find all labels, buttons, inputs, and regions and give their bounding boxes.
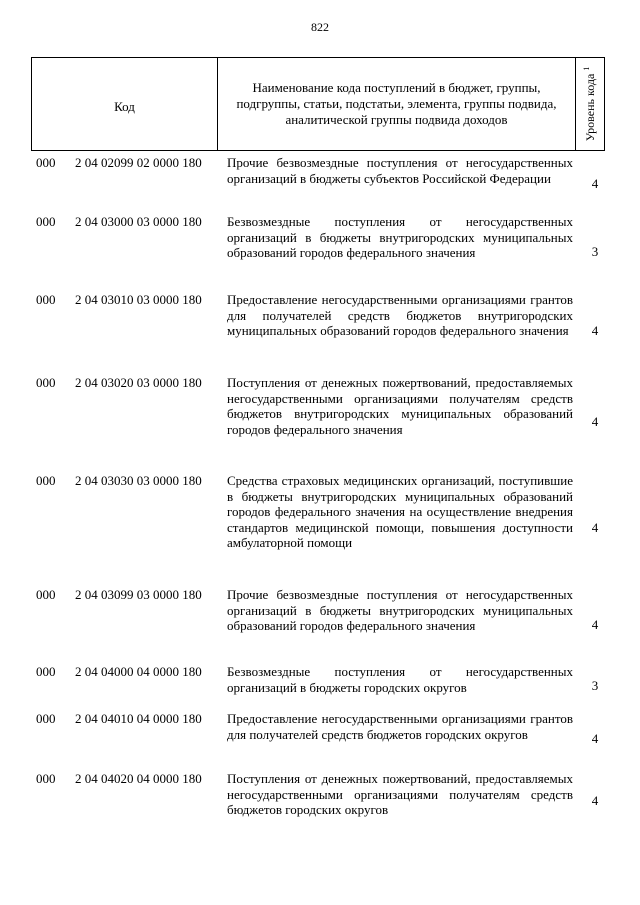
row-name: Предоставление негосударственными организациями грантов для получателей средств бюджетов городских округов — [227, 711, 573, 742]
row-prefix: 000 — [36, 292, 56, 307]
row-name: Поступления от денежных пожертвований, предоставляемых негосударственными организациями получателям средств бюджетов городских округов — [227, 771, 573, 817]
row-level: 3 — [591, 244, 599, 259]
row-code: 2 04 04010 04 0000 180 — [75, 711, 202, 726]
row-prefix: 000 — [36, 375, 56, 390]
row-level: 4 — [591, 520, 599, 535]
row-name: Поступления от денежных пожертвований, предоставляемых негосударственными организациями получателям средств бюджетов внутригородских муниципальных образований городов федерального значения — [227, 375, 573, 437]
page-number: 822 — [311, 20, 329, 34]
row-code: 2 04 03099 03 0000 180 — [75, 587, 202, 602]
row-level: 4 — [591, 731, 599, 746]
row-prefix: 000 — [36, 664, 56, 679]
row-level: 4 — [591, 793, 599, 808]
row-prefix: 000 — [36, 473, 56, 488]
row-level: 4 — [591, 176, 599, 191]
row-name: Прочие безвозмездные поступления от негосударственных организаций в бюджеты внутригородских муниципальных образований городов федерального значения — [227, 587, 573, 633]
row-code: 2 04 04020 04 0000 180 — [75, 771, 202, 786]
row-code: 2 04 03020 03 0000 180 — [75, 375, 202, 390]
header-level — [576, 58, 604, 150]
row-prefix: 000 — [36, 711, 56, 726]
row-name: Прочие безвозмездные поступления от негосударственных организаций в бюджеты субъектов Российской Федерации — [227, 155, 573, 186]
row-level: 4 — [591, 414, 599, 429]
row-code: 2 04 04000 04 0000 180 — [75, 664, 202, 679]
row-prefix: 000 — [36, 587, 56, 602]
row-code: 2 04 03010 03 0000 180 — [75, 292, 202, 307]
row-code: 2 04 03030 03 0000 180 — [75, 473, 202, 488]
row-level: 4 — [591, 323, 599, 338]
header-code: Код — [32, 58, 218, 150]
row-name: Предоставление негосударственными организациями грантов для получателей средств бюджетов внутригородских муниципальных образований городов федерального значения — [227, 292, 573, 338]
row-prefix: 000 — [36, 214, 56, 229]
row-level: 4 — [591, 617, 599, 632]
header-name: Наименование кода поступлений в бюджет, группы, подгруппы, статьи, подстатьи, элемента, группы подвида, аналитической группы подвида доходов — [218, 58, 576, 150]
row-name: Средства страховых медицинских организаций, поступившие в бюджеты внутригородских муниципальных образований городов федерального значения на осуществление внедрения стандартов медицинской помощи, повышения доступности амбулаторной помощи — [227, 473, 573, 550]
header-level-footnote: 1 — [582, 66, 591, 71]
row-name: Безвозмездные поступления от негосударственных организаций в бюджеты городских округов — [227, 664, 573, 695]
row-prefix: 000 — [36, 771, 56, 786]
row-code: 2 04 02099 02 0000 180 — [75, 155, 202, 170]
table-header — [31, 57, 605, 151]
row-prefix: 000 — [36, 155, 56, 170]
row-level: 3 — [591, 678, 599, 693]
row-code: 2 04 03000 03 0000 180 — [75, 214, 202, 229]
header-level-text — [582, 67, 598, 142]
header-level-label: Уровень кода — [583, 73, 597, 142]
row-name: Безвозмездные поступления от негосударственных организаций в бюджеты внутригородских муниципальных образований городов федерального значения — [227, 214, 573, 260]
